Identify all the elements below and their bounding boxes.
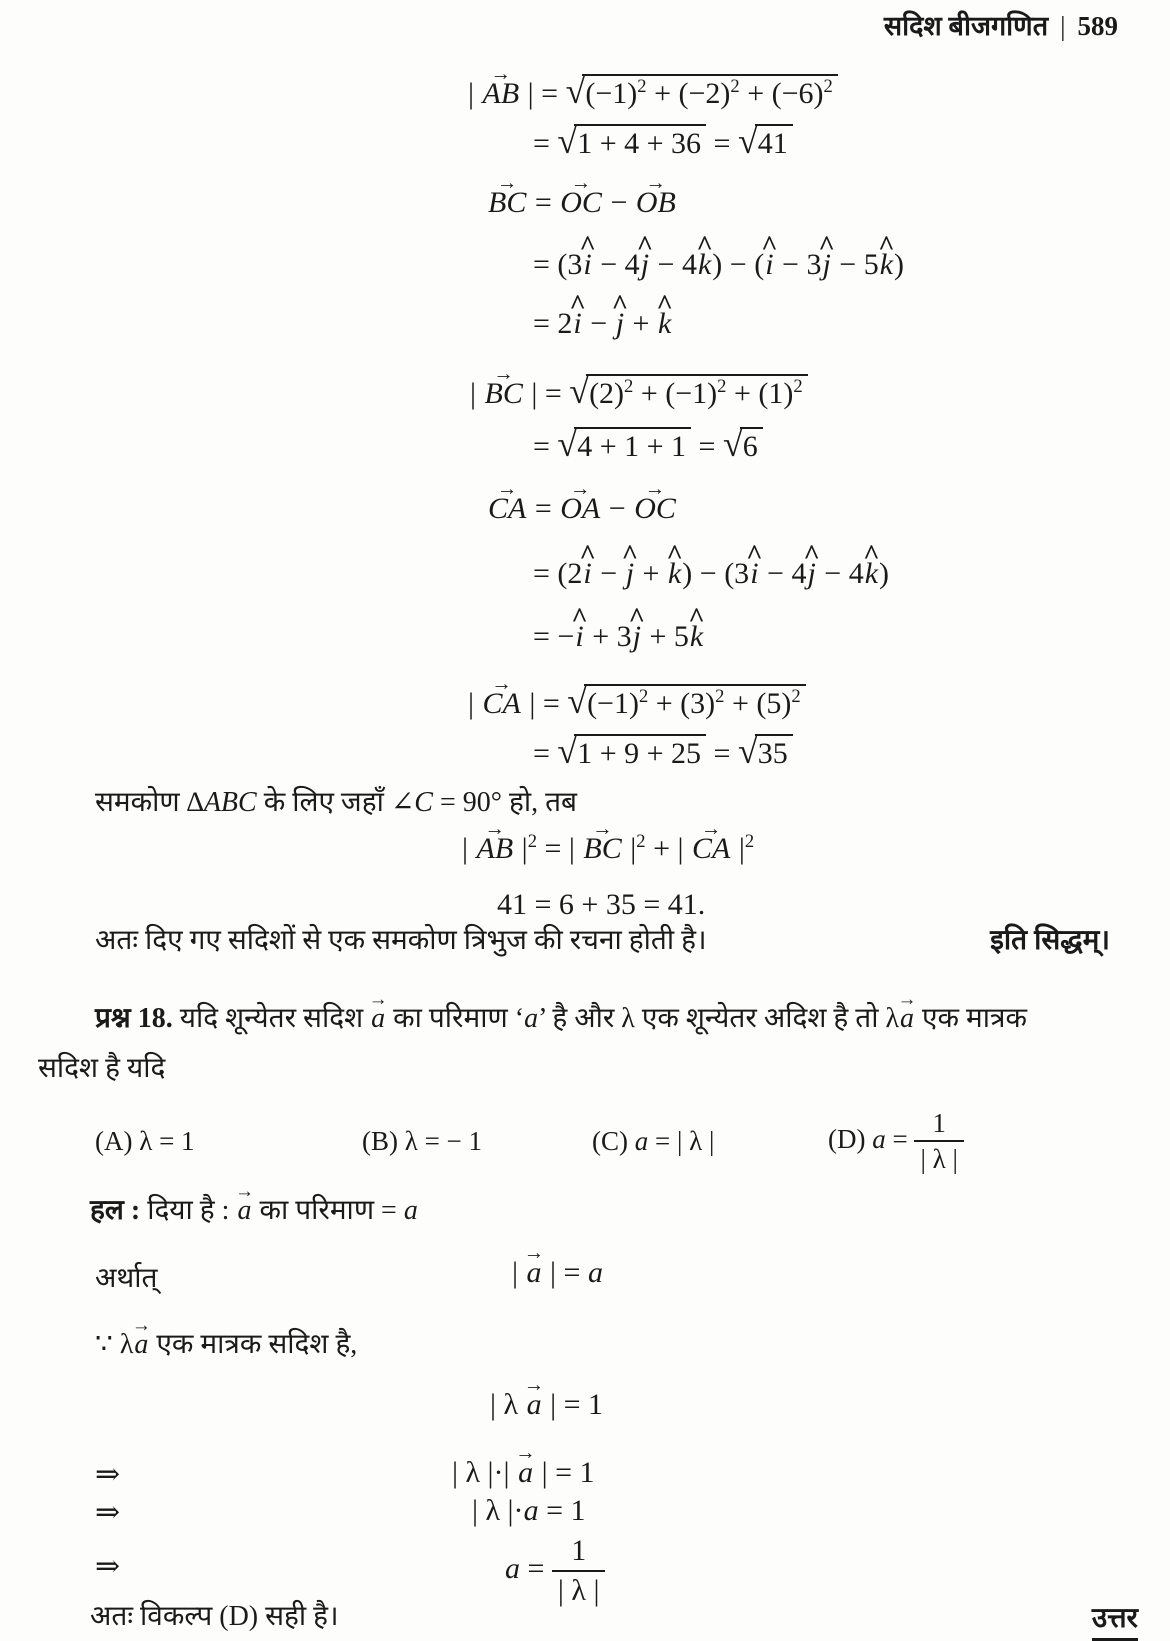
eq-step1: | λ |·| a → | = 1 xyxy=(452,1456,595,1491)
eq-ca-vector: CA → = OA → − OC → xyxy=(487,492,677,527)
question-18-line1: प्रश्न 18. यदि शून्येतर सदिश a → का परिमाण ‘a’ है और λ एक शून्येतर अदिश है तो λa → एक मात्रक xyxy=(95,1002,1027,1036)
eq-numeric-check: 41 = 6 + 35 = 41. xyxy=(497,888,706,921)
header-separator: | xyxy=(1060,11,1066,41)
page-number: 589 xyxy=(1077,11,1118,41)
page-header xyxy=(884,6,1118,43)
eq-a-magnitude: | a → | = a xyxy=(512,1256,603,1291)
eq-ca-expansion: = (2i ^ − j ^ + k ^) − (3i ^ − 4j ^ − 4k ^) xyxy=(533,557,889,592)
answer-label: उत्तर xyxy=(1092,1602,1138,1641)
eq-pythagoras: | AB → $|^2$ = | BC → $|^2$ + | CA → $|^2$ xyxy=(462,832,754,867)
eq-bc-magnitude-2: = √4 + 1 + 1 = √6 xyxy=(533,427,763,465)
qed-label: इति सिद्धम्। xyxy=(990,925,1110,956)
option-d: (D) a = $\frac{1}{| \lambda |}$ xyxy=(828,1108,964,1175)
solution-given: हल : दिया है : a → का परिमाण = a xyxy=(90,1194,418,1228)
eq-ab-magnitude-2: = √1 + 4 + 36 = √41 xyxy=(533,124,793,162)
eq-bc-vector: BC → = OC → − OB → xyxy=(487,186,677,221)
proof-conclusion: अतः दिए गए सदिशों से एक समकोण त्रिभुज की रचना होती है। xyxy=(95,925,707,956)
implies-icon: ⇒ xyxy=(95,1550,121,1583)
eq-ca-result: = −i ^ + 3j ^ + 5k ^ xyxy=(533,620,704,655)
question-18-line2: सदिश है यदि xyxy=(38,1053,166,1084)
because-statement: ∵ λa → एक मात्रक सदिश है, xyxy=(95,1328,357,1362)
option-c: (C) a = | λ | xyxy=(592,1126,715,1156)
option-b: (B) λ = − 1 xyxy=(362,1126,483,1156)
eq-lambda-a-unit: | λ a → | = 1 xyxy=(490,1388,603,1423)
implies-icon: ⇒ xyxy=(95,1458,121,1491)
final-conclusion: अतः विकल्प (D) सही है। xyxy=(90,1601,339,1632)
eq-bc-result: = 2i ^ − j ^ + k ^ xyxy=(533,307,672,342)
option-a: (A) λ = 1 xyxy=(95,1126,195,1156)
eq-step3-result: a = $\frac{1}{| \lambda |}$ xyxy=(505,1534,605,1608)
eq-ca-magnitude-2: = √1 + 9 + 25 = √35 xyxy=(533,734,793,772)
eq-ca-magnitude: | CA → | = $√(-1)^2 + (3)^2 + (5)^2$ xyxy=(468,684,806,722)
eq-ab-magnitude: | AB → | = $√(-1)^2 + (-2)^2 + (-6)^2$ xyxy=(468,74,838,112)
eq-bc-magnitude: | BC → | = $√(2)^2 + (-1)^2 + (1)^2$ xyxy=(470,374,808,412)
arthat-label: अर्थात् xyxy=(95,1263,158,1294)
implies-icon: ⇒ xyxy=(95,1496,121,1529)
eq-step2: | λ |·a = 1 xyxy=(472,1494,586,1527)
chapter-title: सदिश बीजगणित xyxy=(883,11,1049,41)
right-angle-statement: समकोण ∆ABC के लिए जहाँ ∠C = 90° हो, तब xyxy=(95,787,578,818)
eq-bc-expansion: = (3i ^ − 4j ^ − 4k ^) − (i ^ − 3j ^ − 5k ^) xyxy=(533,248,904,283)
